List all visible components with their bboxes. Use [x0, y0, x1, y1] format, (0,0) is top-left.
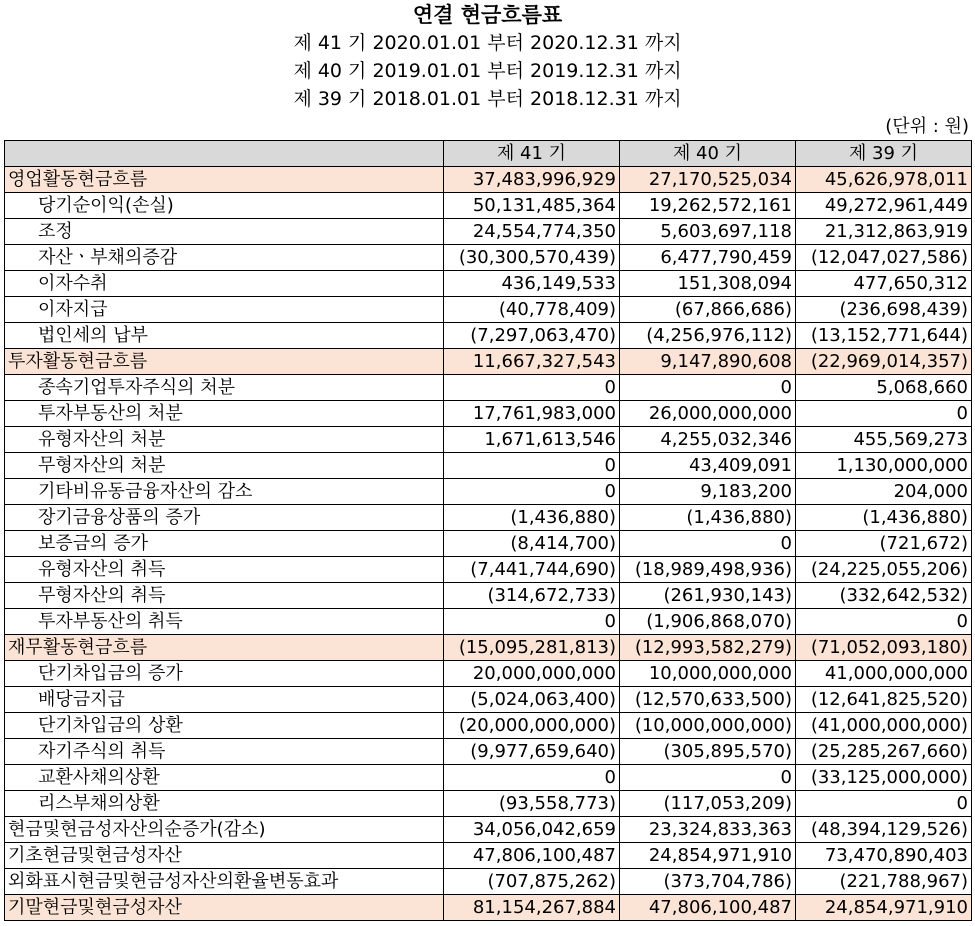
table-row	[5, 401, 972, 427]
header-label-column	[5, 141, 444, 167]
value-period-40: (1,436,880)	[620, 505, 796, 531]
value-period-39: (12,047,027,586)	[796, 245, 972, 271]
value-period-40: 26,000,000,000	[620, 401, 796, 427]
value-period-39: 5,068,660	[796, 375, 972, 401]
value-period-41: 11,667,327,543	[444, 349, 620, 375]
value-period-39: 204,000	[796, 479, 972, 505]
value-period-41: (30,300,570,439)	[444, 245, 620, 271]
row-label: 교환사채의상환	[5, 765, 444, 791]
value-period-41: 37,483,996,929	[444, 167, 620, 193]
value-period-41: (8,414,700)	[444, 531, 620, 557]
value-period-40: (1,906,868,070)	[620, 609, 796, 635]
row-label: 투자활동현금흐름	[5, 349, 444, 375]
value-period-40: 9,183,200	[620, 479, 796, 505]
value-period-40: (10,000,000,000)	[620, 713, 796, 739]
value-period-39: (332,642,532)	[796, 583, 972, 609]
row-label: 재무활동현금흐름	[5, 635, 444, 661]
table-row	[5, 713, 972, 739]
value-period-40: 43,409,091	[620, 453, 796, 479]
table-row	[5, 583, 972, 609]
value-period-39: (33,125,000,000)	[796, 765, 972, 791]
value-period-39: (13,152,771,644)	[796, 323, 972, 349]
value-period-40: (117,053,209)	[620, 791, 796, 817]
row-label: 장기금융상품의 증가	[5, 505, 444, 531]
row-label: 기초현금및현금성자산	[5, 843, 444, 869]
header-row	[5, 141, 972, 167]
value-period-41: 81,154,267,884	[444, 895, 620, 921]
row-label: 보증금의 증가	[5, 531, 444, 557]
value-period-41: 436,149,533	[444, 271, 620, 297]
value-period-39: (12,641,825,520)	[796, 687, 972, 713]
value-period-39: 73,470,890,403	[796, 843, 972, 869]
row-label: 단기차입금의 상환	[5, 713, 444, 739]
value-period-39: (236,698,439)	[796, 297, 972, 323]
period-line-41: 제 41 기 2020.01.01 부터 2020.12.31 까지	[293, 32, 682, 54]
value-period-41: 34,056,042,659	[444, 817, 620, 843]
value-period-39: 0	[796, 609, 972, 635]
value-period-40: 10,000,000,000	[620, 661, 796, 687]
value-period-40: 4,255,032,346	[620, 427, 796, 453]
table-row	[5, 739, 972, 765]
row-label: 영업활동현금흐름	[5, 167, 444, 193]
table-row	[5, 817, 972, 843]
table-row	[5, 349, 972, 375]
value-period-41: 0	[444, 765, 620, 791]
table-row	[5, 167, 972, 193]
row-label: 리스부채의상환	[5, 791, 444, 817]
table-row	[5, 245, 972, 271]
value-period-40: 0	[620, 531, 796, 557]
value-period-39: 41,000,000,000	[796, 661, 972, 687]
value-period-39: 0	[796, 791, 972, 817]
value-period-40: (261,930,143)	[620, 583, 796, 609]
value-period-40: 27,170,525,034	[620, 167, 796, 193]
row-label: 투자부동산의 취득	[5, 609, 444, 635]
value-period-41: 0	[444, 479, 620, 505]
value-period-41: (5,024,063,400)	[444, 687, 620, 713]
value-period-41: (20,000,000,000)	[444, 713, 620, 739]
value-period-41: 20,000,000,000	[444, 661, 620, 687]
row-label: 이자지급	[5, 297, 444, 323]
header-period-39: 제 39 기	[796, 141, 972, 167]
value-period-41: (1,436,880)	[444, 505, 620, 531]
table-row	[5, 869, 972, 895]
row-label: 유형자산의 처분	[5, 427, 444, 453]
row-label: 기말현금및현금성자산	[5, 895, 444, 921]
table-row	[5, 297, 972, 323]
row-label: 현금및현금성자산의순증가(감소)	[5, 817, 444, 843]
row-label: 자산ㆍ부채의증감	[5, 245, 444, 271]
period-line-40: 제 40 기 2019.01.01 부터 2019.12.31 까지	[293, 60, 682, 82]
row-label: 단기차입금의 증가	[5, 661, 444, 687]
table-row	[5, 895, 972, 921]
table-row	[5, 453, 972, 479]
value-period-40: 0	[620, 765, 796, 791]
cash-flow-table	[4, 140, 972, 921]
value-period-41: 0	[444, 609, 620, 635]
value-period-39: (1,436,880)	[796, 505, 972, 531]
row-label: 이자수취	[5, 271, 444, 297]
value-period-39: 21,312,863,919	[796, 219, 972, 245]
value-period-41: (40,778,409)	[444, 297, 620, 323]
header-period-41: 제 41 기	[444, 141, 620, 167]
value-period-39: 45,626,978,011	[796, 167, 972, 193]
table-row	[5, 271, 972, 297]
row-label: 무형자산의 취득	[5, 583, 444, 609]
value-period-40: 24,854,971,910	[620, 843, 796, 869]
value-period-39: (48,394,129,526)	[796, 817, 972, 843]
value-period-40: (373,704,786)	[620, 869, 796, 895]
value-period-39: 1,130,000,000	[796, 453, 972, 479]
row-label: 투자부동산의 처분	[5, 401, 444, 427]
value-period-40: 0	[620, 375, 796, 401]
table-row	[5, 843, 972, 869]
value-period-41: 50,131,485,364	[444, 193, 620, 219]
table-row	[5, 765, 972, 791]
statement-title: 연결 현금흐름표	[412, 3, 563, 27]
header-period-40: 제 40 기	[620, 141, 796, 167]
row-label: 기타비유동금융자산의 감소	[5, 479, 444, 505]
row-label: 무형자산의 처분	[5, 453, 444, 479]
value-period-41: 0	[444, 375, 620, 401]
table-row	[5, 479, 972, 505]
value-period-40: 23,324,833,363	[620, 817, 796, 843]
table-row	[5, 323, 972, 349]
value-period-39: (25,285,267,660)	[796, 739, 972, 765]
value-period-41: 47,806,100,487	[444, 843, 620, 869]
value-period-39: (22,969,014,357)	[796, 349, 972, 375]
value-period-40: 5,603,697,118	[620, 219, 796, 245]
value-period-41: 0	[444, 453, 620, 479]
value-period-41: 1,671,613,546	[444, 427, 620, 453]
table-row	[5, 791, 972, 817]
value-period-41: (707,875,262)	[444, 869, 620, 895]
value-period-40: (4,256,976,112)	[620, 323, 796, 349]
table-row	[5, 661, 972, 687]
table-row	[5, 531, 972, 557]
value-period-40: 6,477,790,459	[620, 245, 796, 271]
table-row	[5, 505, 972, 531]
value-period-39: 24,854,971,910	[796, 895, 972, 921]
value-period-40: (12,993,582,279)	[620, 635, 796, 661]
value-period-41: (15,095,281,813)	[444, 635, 620, 661]
row-label: 당기순이익(손실)	[5, 193, 444, 219]
value-period-39: (24,225,055,206)	[796, 557, 972, 583]
value-period-40: (305,895,570)	[620, 739, 796, 765]
value-period-40: 9,147,890,608	[620, 349, 796, 375]
unit-label: (단위 : 원)	[885, 116, 969, 137]
value-period-40: (18,989,498,936)	[620, 557, 796, 583]
value-period-40: (12,570,633,500)	[620, 687, 796, 713]
row-label: 배당금지급	[5, 687, 444, 713]
value-period-41: 17,761,983,000	[444, 401, 620, 427]
table-row	[5, 375, 972, 401]
row-label: 자기주식의 취득	[5, 739, 444, 765]
value-period-39: 455,569,273	[796, 427, 972, 453]
value-period-41: (93,558,773)	[444, 791, 620, 817]
value-period-40: 151,308,094	[620, 271, 796, 297]
row-label: 외화표시현금및현금성자산의환율변동효과	[5, 869, 444, 895]
value-period-39: 0	[796, 401, 972, 427]
table-row	[5, 635, 972, 661]
value-period-41: (7,297,063,470)	[444, 323, 620, 349]
row-label: 종속기업투자주식의 처분	[5, 375, 444, 401]
row-label: 조정	[5, 219, 444, 245]
table-row	[5, 427, 972, 453]
value-period-39: (71,052,093,180)	[796, 635, 972, 661]
table-row	[5, 219, 972, 245]
table-row	[5, 687, 972, 713]
value-period-41: (7,441,744,690)	[444, 557, 620, 583]
row-label: 유형자산의 취득	[5, 557, 444, 583]
table-row	[5, 193, 972, 219]
value-period-40: 47,806,100,487	[620, 895, 796, 921]
value-period-40: (67,866,686)	[620, 297, 796, 323]
row-label: 법인세의 납부	[5, 323, 444, 349]
table-row	[5, 609, 972, 635]
value-period-39: (41,000,000,000)	[796, 713, 972, 739]
value-period-39: 49,272,961,449	[796, 193, 972, 219]
value-period-39: (721,672)	[796, 531, 972, 557]
value-period-41: (9,977,659,640)	[444, 739, 620, 765]
period-line-39: 제 39 기 2018.01.01 부터 2018.12.31 까지	[293, 88, 682, 110]
table-row	[5, 557, 972, 583]
value-period-41: (314,672,733)	[444, 583, 620, 609]
value-period-39: 477,650,312	[796, 271, 972, 297]
value-period-40: 19,262,572,161	[620, 193, 796, 219]
value-period-39: (221,788,967)	[796, 869, 972, 895]
value-period-41: 24,554,774,350	[444, 219, 620, 245]
